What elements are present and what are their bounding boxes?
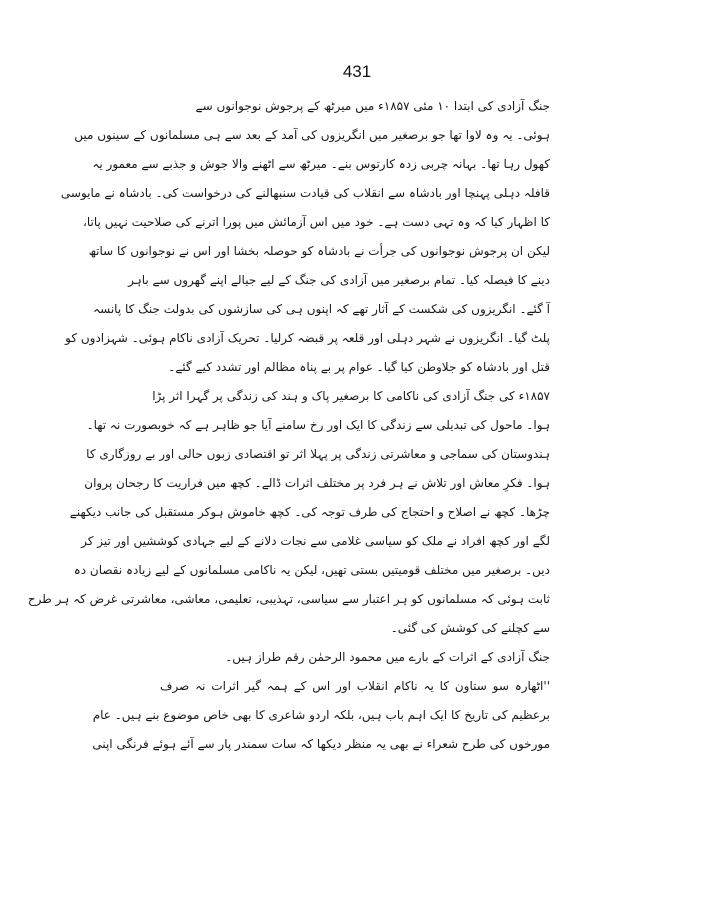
text-line: ہوئی۔ یہ وہ لاوا تھا جو برصغیر میں انگریزوں کی آمد کے بعد سے ہی مسلمانوں کے سینوں میں — [74, 128, 550, 142]
text-line: ہوا۔ ماحول کی تبدیلی سے زندگی کا ایک اور رخ سامنے آیا جو ظاہر ہے کہ خوبصورت نہ تھا۔ — [86, 418, 550, 432]
text-line: جنگ آزادی کے اثرات کے بارے میں محمود الرحمٰن رقم طراز ہیں۔ — [225, 650, 550, 664]
text-line: قتل اور بادشاہ کو جلاوطن کیا گیا۔ عوام پر بے پناہ مظالم اور تشدد کیے گئے۔ — [168, 360, 550, 374]
text-line: لگے اور کچھ افراد نے ملک کو سیاسی غلامی سے نجات دلانے کے لیے جہادی کوششیں اور تیز کر — [81, 534, 550, 548]
text-line: ثابت ہوئی کہ مسلمانوں کو ہر اعتبار سے سیاسی، تہذیبی، تعلیمی، معاشی، معاشرتی غرض کہ ہر طرح — [27, 592, 550, 606]
text-line: کھول رہا تھا۔ بہانہ چربی زدہ کارتوس بنے۔ میرٹھ سے اٹھنے والا جوش و جذبے سے معمور یہ — [92, 157, 550, 171]
text-line: آ گئے۔ انگریزوں کی شکست کے آثار تھے کہ اپنوں ہی کی سازشوں کی بدولت جنگ کا پانسہ — [93, 302, 550, 316]
text-line: برعظیم کی تاریخ کا ایک اہم باب ہیں، بلکہ اردو شاعری کا بھی خاص موضوع بنے ہیں۔ عام — [92, 708, 550, 722]
page-number: 431 — [342, 62, 372, 81]
text-line: ۱۸۵۷ء کی جنگ آزادی کی ناکامی کا برصغیر پاک و ہند کی زندگی پر گہرا اثر پڑا — [152, 389, 550, 403]
text-line: مورخوں کی طرح شعراء نے بھی یہ منظر دیکھا کہ سات سمندر پار سے آئے ہوئے فرنگی اپنی — [92, 737, 550, 751]
text-line: سے کچلنے کی کوشش کی گئی۔ — [390, 621, 550, 635]
text-line: قافلہ دہلی پہنچا اور بادشاہ سے انقلاب کی قیادت سنبھالنے کی درخواست کی۔ بادشاہ نے مایوسی — [60, 186, 550, 200]
text-line: لیکن ان پرجوش نوجوانوں کی جرأت نے بادشاہ کو حوصلہ بخشا اور اس نے نوجوانوں کا ساتھ — [88, 244, 550, 258]
text-line: ''اٹھارہ سو ستاون کا یہ ناکام انقلاب اور اس کے ہمہ گیر اثرات نہ صرف — [160, 679, 550, 693]
text-line: دینے کا فیصلہ کیا۔ تمام برصغیر میں آزادی کی جنگ کے لیے جیالے اپنے گھروں سے باہر — [128, 273, 550, 287]
text-line: پلٹ گیا۔ انگریزوں نے شہر دہلی اور قلعہ پر قبضہ کرلیا۔ تحریک آزادی ناکام ہوئی۔ شہزادوں کو — [65, 331, 550, 345]
text-line: کا اظہار کیا کہ وہ تہی دست ہے۔ خود میں اس آزمائش میں پورا اترنے کی صلاحیت نہیں پاتا، — [83, 215, 550, 229]
urdu-text-body — [27, 92, 550, 759]
text-line: جنگ آزادی کی ابتدا ۱۰ مئی ۱۸۵۷ء میں میرٹھ کے پرجوش نوجوانوں سے — [195, 99, 550, 113]
text-line: چڑھا۔ کچھ نے اصلاح و احتجاج کی طرف توجہ کی۔ کچھ خاموش ہوکر مستقبل کی جانب دیکھنے — [69, 505, 550, 519]
text-line: دیں۔ برصغیر میں مختلف قومیتیں بستی تھیں، لیکن یہ ناکامی مسلمانوں کے لیے زیادہ نقصان دہ — [73, 563, 550, 577]
text-line: ہندوستان کی سماجی و معاشرتی زندگی پر پہلا اثر تو اقتصادی زبوں حالی اور بے روزگاری کا — [86, 447, 550, 461]
text-line: ہوا۔ فکرِ معاش اور تلاش نے ہر فرد پر مختلف اثرات ڈالے۔ کچھ میں فراریت کا رجحان پروان — [84, 476, 550, 490]
